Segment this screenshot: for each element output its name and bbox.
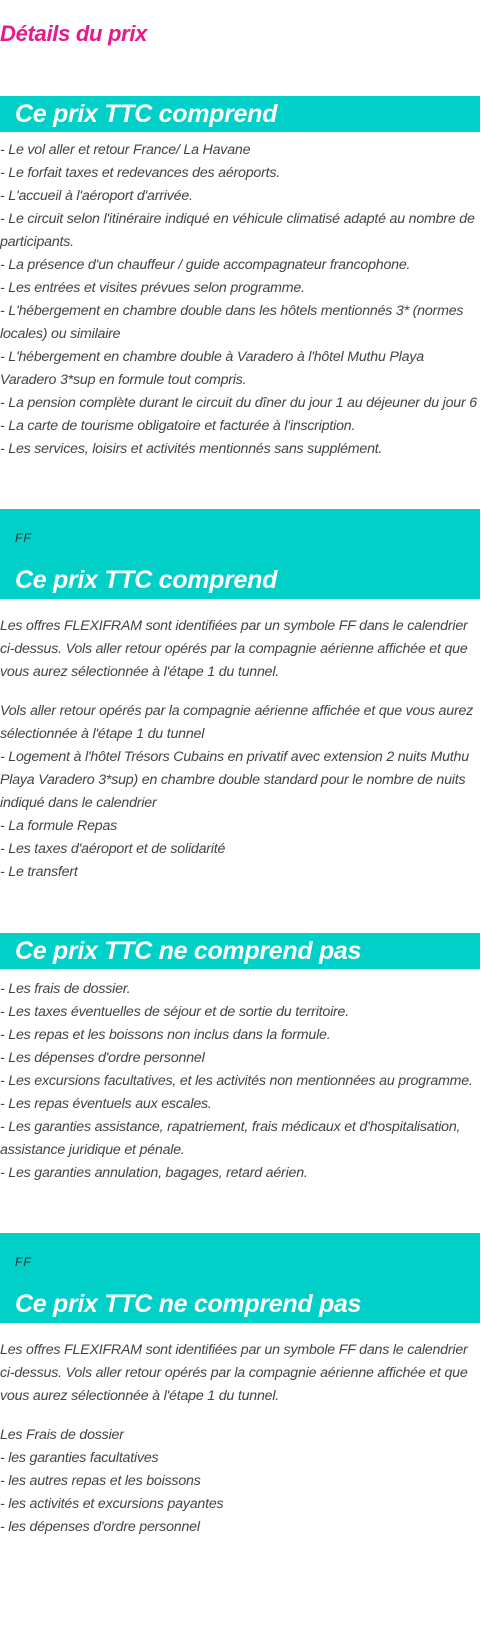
list-item: - Les repas éventuels aux escales. <box>0 1096 212 1112</box>
list-item: - Le forfait taxes et redevances des aéroports. <box>0 165 281 181</box>
list-item: - L'hébergement en chambre double dans les hôtels mentionnés 3* (normes locales) ou similaire <box>0 303 464 342</box>
section-header-ff-excludes <box>0 1233 480 1323</box>
section-header-excludes <box>0 933 480 969</box>
list-item: - Les taxes éventuelles de séjour et de sortie du territoire. <box>0 1004 349 1020</box>
list-item: - Logement à l'hôtel Trésors Cubains en privatif avec extension 2 nuits Muthu Playa Varadero 3*sup) en chambre double standard pour le nombre de nuits indiqué dans le calendrier <box>0 749 469 811</box>
list-item: - Les dépenses d'ordre personnel <box>0 1050 205 1066</box>
list-item: - La pension complète durant le circuit du dîner du jour 1 au déjeuner du jour 6 <box>0 395 477 411</box>
section-title: Ce prix TTC comprend <box>15 566 278 594</box>
ff-code: FF <box>15 1255 32 1269</box>
list-item: - Les taxes d'aéroport et de solidarité <box>0 841 226 857</box>
ff-excludes-list <box>0 1424 480 1539</box>
section-title: Ce prix TTC comprend <box>15 100 278 128</box>
section-header-ff-includes <box>0 509 480 599</box>
list-item: - La présence d'un chauffeur / guide accompagnateur francophone. <box>0 257 411 273</box>
list-item: - Les services, loisirs et activités mentionnés sans supplément. <box>0 441 383 457</box>
list-item: - les autres repas et les boissons <box>0 1473 201 1489</box>
list-item: - Le circuit selon l'itinéraire indiqué en véhicule climatisé adapté au nombre de participants. <box>0 211 475 250</box>
section-title: Ce prix TTC ne comprend pas <box>15 937 362 965</box>
includes-list <box>0 139 480 461</box>
list-item: - Le vol aller et retour France/ La Havane <box>0 142 251 158</box>
list-item: Vols aller retour opérés par la compagnie aérienne affichée et que vous aurez sélectionnée à l'étape 1 du tunnel <box>0 703 474 742</box>
list-item: - les garanties facultatives <box>0 1450 159 1466</box>
ff-intro-paragraph: Les offres FLEXIFRAM sont identifiées par un symbole FF dans le calendrier ci-dessus. Vols aller retour opérés par la compagnie aérienne affichée et que vous aurez sélectionnée à l'étape 1 du tunnel. <box>0 1342 468 1404</box>
list-item: Les Frais de dossier <box>0 1427 124 1443</box>
list-item: - Les garanties assistance, rapatriement, frais médicaux et d'hospitalisation, assistance juridique et pénale. <box>0 1119 461 1158</box>
list-item: - Les repas et les boissons non inclus dans la formule. <box>0 1027 331 1043</box>
excludes-list <box>0 978 480 1185</box>
ff-code: FF <box>15 531 32 545</box>
list-item: - La formule Repas <box>0 818 118 834</box>
list-item: - Le transfert <box>0 864 78 880</box>
list-item: - Les frais de dossier. <box>0 981 131 997</box>
list-item: - La carte de tourisme obligatoire et facturée à l'inscription. <box>0 418 356 434</box>
list-item: - Les garanties annulation, bagages, retard aérien. <box>0 1165 308 1181</box>
list-item: - L'hébergement en chambre double à Varadero à l'hôtel Muthu Playa Varadero 3*sup en formule tout compris. <box>0 349 424 388</box>
list-item: - Les entrées et visites prévues selon programme. <box>0 280 305 296</box>
section-header-includes <box>0 96 480 132</box>
list-item: - les dépenses d'ordre personnel <box>0 1519 200 1535</box>
ff-intro-paragraph: Les offres FLEXIFRAM sont identifiées par un symbole FF dans le calendrier ci-dessus. Vols aller retour opérés par la compagnie aérienne affichée et que vous aurez sélectionnée à l'étape 1 du tunnel. <box>0 618 468 680</box>
list-item: - Les excursions facultatives, et les activités non mentionnées au programme. <box>0 1073 473 1089</box>
page-title: Détails du prix <box>0 21 148 46</box>
section-title: Ce prix TTC ne comprend pas <box>15 1290 362 1318</box>
list-item: - L'accueil à l'aéroport d'arrivée. <box>0 188 193 204</box>
ff-includes-list <box>0 700 480 884</box>
list-item: - les activités et excursions payantes <box>0 1496 224 1512</box>
